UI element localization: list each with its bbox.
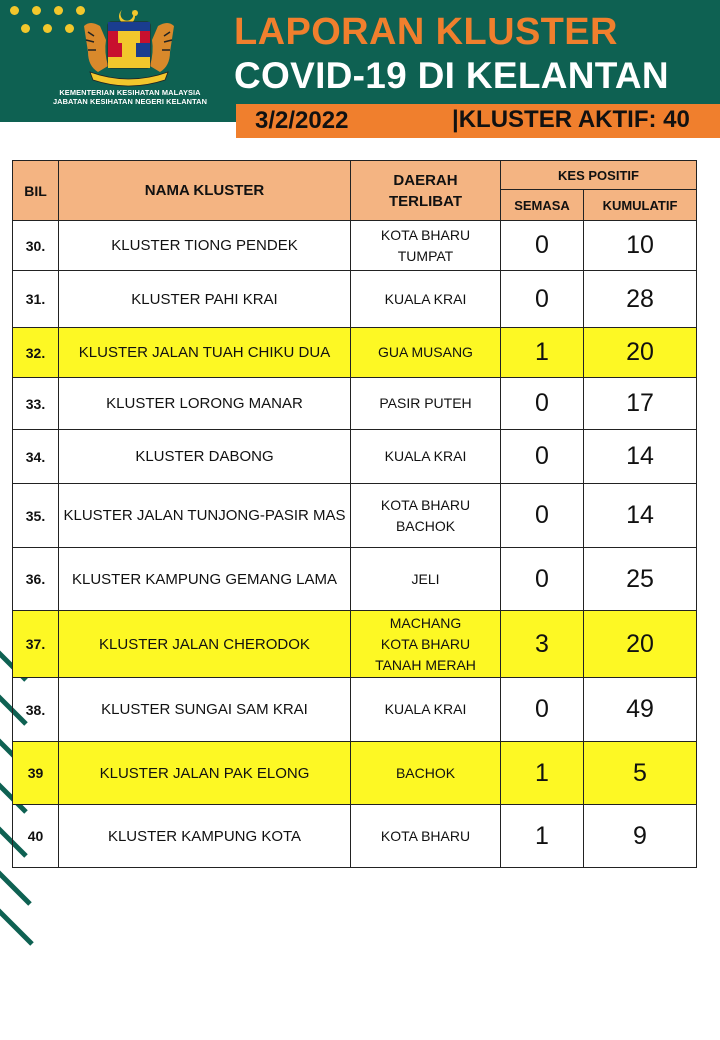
cell-bil: 36. [13,548,59,611]
cluster-table [12,160,697,868]
table-row [13,484,697,548]
organization-name [30,88,230,106]
cell-kumulatif: 49 [584,678,697,742]
cell-semasa: 1 [501,742,584,805]
cell-semasa: 0 [501,430,584,484]
cell-semasa: 1 [501,805,584,868]
cell-kumulatif: 14 [584,430,697,484]
cell-nama-kluster: KLUSTER JALAN CHERODOK [59,611,351,678]
report-date: 3/2/2022 [255,107,349,134]
cell-daerah [351,328,501,378]
table-row [13,430,697,484]
cell-semasa: 0 [501,548,584,611]
header-daerah-line-1: DAERAH [393,171,458,189]
daerah-line: KUALA KRAI [384,290,467,307]
daerah-line: KUALA KRAI [384,701,467,717]
cell-kumulatif: 28 [584,271,697,328]
cell-nama-kluster: KLUSTER PAHI KRAI [59,271,351,328]
cell-bil: 37. [13,611,59,678]
daerah-line: KOTA BHARU [380,496,471,513]
cell-kumulatif: 9 [584,805,697,868]
daerah-line: JELI [411,570,440,587]
cell-kumulatif: 25 [584,548,697,611]
cell-bil: 33. [13,378,59,430]
cell-nama-kluster: KLUSTER JALAN TUNJONG-PASIR MAS [59,484,351,548]
cell-kumulatif: 10 [584,221,697,271]
table-row [13,611,697,678]
daerah-line: KOTA BHARU [380,827,471,844]
daerah-line: BACHOK [395,764,456,781]
cell-nama-kluster: KLUSTER TIONG PENDEK [59,221,351,271]
table-row [13,548,697,611]
cell-daerah [351,678,501,742]
active-cluster-count: |KLUSTER AKTIF: 40 [452,106,690,133]
cell-daerah [351,611,501,678]
daerah-line: TANAH MERAH [375,656,476,673]
cell-nama-kluster: KLUSTER KAMPUNG KOTA [59,805,351,868]
cell-nama-kluster: KLUSTER DABONG [59,430,351,484]
cell-daerah [351,430,501,484]
cell-semasa: 0 [501,271,584,328]
header-daerah-terlibat [351,161,501,221]
cell-bil: 39 [13,742,59,805]
cell-semasa: 0 [501,484,584,548]
cell-nama-kluster: KLUSTER KAMPUNG GEMANG LAMA [59,548,351,611]
table-row [13,328,697,378]
header-kumulatif: KUMULATIF [584,190,697,221]
cell-kumulatif: 5 [584,742,697,805]
cell-semasa: 1 [501,328,584,378]
cell-daerah [351,484,501,548]
cell-kumulatif: 14 [584,484,697,548]
cell-bil: 38. [13,678,59,742]
cell-semasa: 0 [501,221,584,271]
header-semasa: SEMASA [501,190,584,221]
table-row [13,678,697,742]
cell-kumulatif: 17 [584,378,697,430]
report-subtitle: COVID-19 DI KELANTAN [234,55,669,96]
cell-nama-kluster: KLUSTER SUNGAI SAM KRAI [59,678,351,742]
table-row [13,221,697,271]
cell-daerah [351,805,501,868]
cell-daerah [351,221,501,271]
daerah-line: KOTA BHARU [380,635,471,652]
table-row [13,742,697,805]
coat-of-arms-logo [74,6,184,88]
cell-bil: 32. [13,328,59,378]
header-nama-kluster: NAMA KLUSTER [59,161,351,221]
cell-bil: 30. [13,221,59,271]
cell-daerah [351,378,501,430]
cell-semasa: 0 [501,678,584,742]
daerah-line: MACHANG [389,614,462,631]
daerah-line: TUMPAT [397,247,454,264]
cluster-table-body [13,221,697,868]
daerah-line: KUALA KRAI [384,448,467,464]
header-bil: BIL [13,161,59,221]
cell-daerah [351,742,501,805]
daerah-line: BACHOK [395,517,456,534]
cell-daerah [351,271,501,328]
org-line-1: KEMENTERIAN KESIHATAN MALAYSIA [59,88,201,97]
cell-kumulatif: 20 [584,611,697,678]
report-title: LAPORAN KLUSTER [234,11,618,53]
header-kes-positif: KES POSITIF [501,161,697,190]
cell-daerah [351,548,501,611]
daerah-line: KOTA BHARU [380,226,471,243]
table-row [13,805,697,868]
cell-bil: 40 [13,805,59,868]
cell-bil: 31. [13,271,59,328]
cell-nama-kluster: KLUSTER JALAN TUAH CHIKU DUA [59,328,351,378]
cell-kumulatif: 20 [584,328,697,378]
table-row [13,378,697,430]
header-daerah-line-2: TERLIBAT [388,192,463,210]
org-line-2: JABATAN KESIHATAN NEGERI KELANTAN [52,97,208,106]
daerah-line: PASIR PUTEH [379,395,472,411]
table-row [13,271,697,328]
cell-semasa: 3 [501,611,584,678]
cell-bil: 35. [13,484,59,548]
cell-nama-kluster: KLUSTER LORONG MANAR [59,378,351,430]
daerah-line: GUA MUSANG [378,344,473,360]
cell-semasa: 0 [501,378,584,430]
cell-nama-kluster: KLUSTER JALAN PAK ELONG [59,742,351,805]
cell-bil: 34. [13,430,59,484]
